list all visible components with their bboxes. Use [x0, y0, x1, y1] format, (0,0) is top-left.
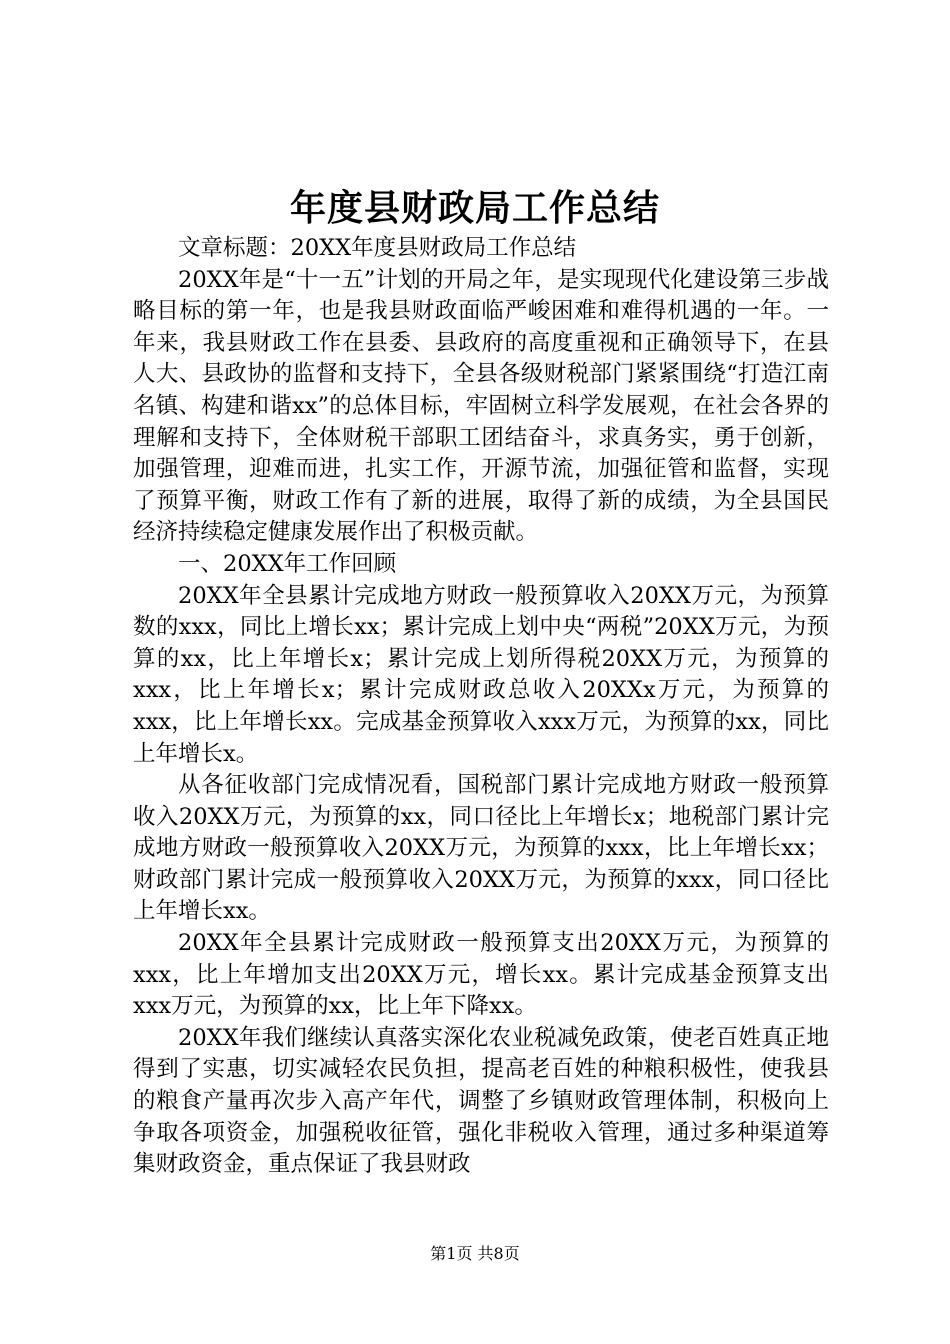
paragraph-departments: 从各征收部门完成情况看，国税部门累计完成地方财政一般预算收入20XX万元，为预算的xx，同口径比上年增长x；地税部门累计完成地方财政一般预算收入20XX万元，为预算的xxx，比上年增长xx；财政部门累计完成一般预算收入20XX万元，为预算的xxx，同口径比上年增长xx。: [133, 772, 829, 925]
document-body: [133, 233, 829, 1181]
section-heading: 一、20XX年工作回顾: [178, 550, 397, 577]
paragraph-revenue: 20XX年全县累计完成地方财政一般预算收入20XX万元，为预算数的xxx，同比上增长xx；累计完成上划中央“两税”20XX万元，为预算的xx，比上年增长x；累计完成上划所得税20XX万元，为预算的xxx，比上年增长x；累计完成财政总收入20XXx万元，为预算的xxx，比上年增长xx。完成基金预算收入xxx万元，为预算的xx，同比上年增长x。: [133, 582, 829, 767]
paragraph-expenditure: 20XX年全县累计完成财政一般预算支出20XX万元，为预算的xxx，比上年增加支出20XX万元，增长xx。累计完成基金预算支出xxx万元，为预算的xx，比上年下降xx。: [133, 930, 829, 1020]
paragraph-policy: 20XX年我们继续认真落实深化农业税减免政策，使老百姓真正地得到了实惠，切实减轻农民负担，提高老百姓的种粮积极性，使我县的粮食产量再次步入高产年代，调整了乡镇财政管理体制，积极向上争取各项资金，加强税收征管，强化非税收入管理，通过多种渠道筹集财政资金，重点保证了我县财政: [133, 1024, 829, 1178]
article-title-line: 文章标题：20XX年度县财政局工作总结: [178, 235, 577, 261]
page-number-footer: 第1页 共8页: [430, 1244, 520, 1263]
paragraph-intro: 20XX年是“十一五”计划的开局之年，是实现现代化建设第三步战略目标的第一年，也是我县财政面临严峻困难和难得机遇的一年。一年来，我县财政工作在县委、县政府的高度重视和正确领导下，在县人大、县政协的监督和支持下，全县各级财税部门紧紧围绕“打造江南名镇、构建和谐xx”的总体目标，牢固树立科学发展观，在社会各界的理解和支持下，全体财税干部职工团结奋斗，求真务实，勇于创新，加强管理，迎难而进，扎实工作，开源节流，加强征管和监督，实现了预算平衡，财政工作有了新的进展，取得了新的成绩，为全县国民经济持续稳定健康发展作出了积极贡献。: [133, 266, 829, 546]
document-title: 年度县财政局工作总结: [289, 187, 660, 229]
